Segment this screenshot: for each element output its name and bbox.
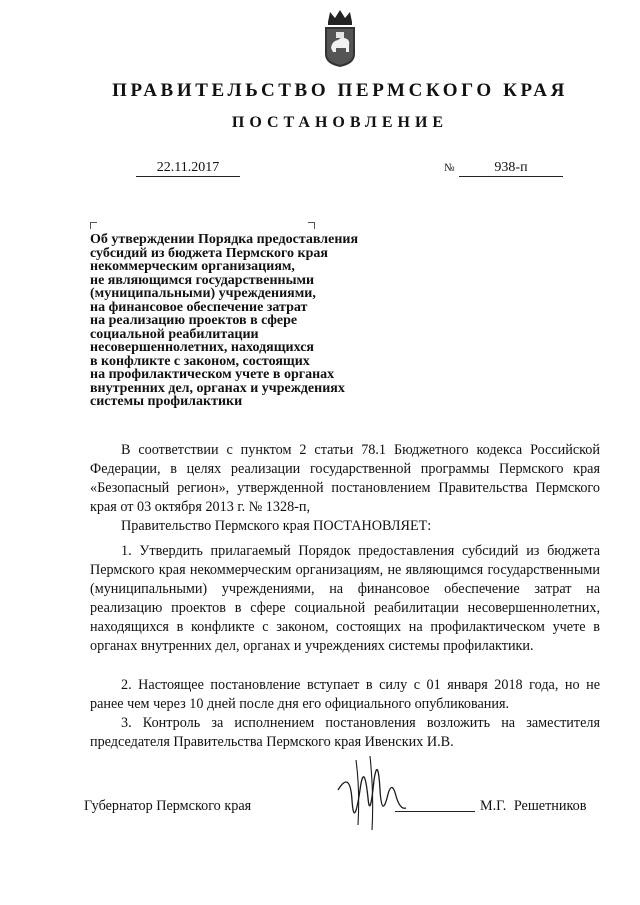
resolution-clause: Правительство Пермского края ПОСТАНОВЛЯЕТ: (121, 518, 432, 534)
document-date: 22.11.2017 (136, 160, 240, 177)
heading-corner-right (308, 222, 315, 229)
heading-line: некоммерческим организациям, (90, 259, 295, 274)
heading-line: не являющимся государственными (90, 272, 315, 288)
handwritten-signature (330, 750, 410, 840)
heading-line: внутренних дел, органах и учреждениях (90, 380, 345, 396)
item-2-paragraph: 2. Настоящее постановление вступает в силу с 01 января 2018 года, но не ранее чем через 10 дней после дня его официального опубликования. (90, 677, 600, 712)
item-3-paragraph: 3. Контроль за исполнением постановления возложить на заместителя председателя Правительства Пермского края Ивенских И.В. (90, 715, 600, 750)
document-type: ПОСТАНОВЛЕНИЕ (231, 114, 449, 131)
preamble-paragraph: В соответствии с пунктом 2 статьи 78.1 Бюджетного кодекса Российской Федерации, в целях реализации государственной программы Пермского края «Безопасный регион», утвержденной постановлением Правительства Пермского края от 03 октября 2013 г. № 1328-п, (90, 442, 600, 515)
heading-line: Об утверждении Порядка предоставления (90, 232, 359, 247)
signatory-name: М.Г. Решетников (480, 798, 587, 814)
heading-line: на финансовое обеспечение затрат (90, 299, 308, 315)
document-heading (90, 233, 390, 409)
heading-line: системы профилактики (90, 394, 243, 409)
signature-line (395, 811, 475, 812)
heading-line: несовершеннолетних, находящихся (90, 340, 314, 355)
heading-line: на реализацию проектов в сфере (90, 313, 298, 328)
number-sign: № (444, 162, 455, 174)
heading-corner-left (90, 222, 97, 229)
heading-line: в конфликте с законом, состоящих (90, 353, 310, 369)
item-1-paragraph: 1. Утвердить прилагаемый Порядок предоставления субсидий из бюджета Пермского края некоммерческим организациям, не являющимся государственными (муниципальными) учреждениями, на финансовое обеспечение затрат на реализацию проектов в сфере социальной реабилитации несовершеннолетних, находящихся в конфликте с законом, состоящих на профилактическом учете в органах внутренних дел, органах и учреждениях системы профилактики. (90, 543, 600, 654)
heading-line: (муниципальными) учреждениями, (90, 286, 316, 301)
coat-of-arms-icon (322, 8, 358, 68)
document-number: 938-п (459, 160, 563, 177)
heading-line: на профилактическом учете в органах (90, 367, 335, 382)
government-title: ПРАВИТЕЛЬСТВО ПЕРМСКОГО КРАЯ (112, 80, 568, 101)
signatory-position: Губернатор Пермского края (84, 798, 252, 814)
heading-line: субсидий из бюджета Пермского края (90, 245, 328, 261)
heading-line: социальной реабилитации (90, 326, 259, 342)
